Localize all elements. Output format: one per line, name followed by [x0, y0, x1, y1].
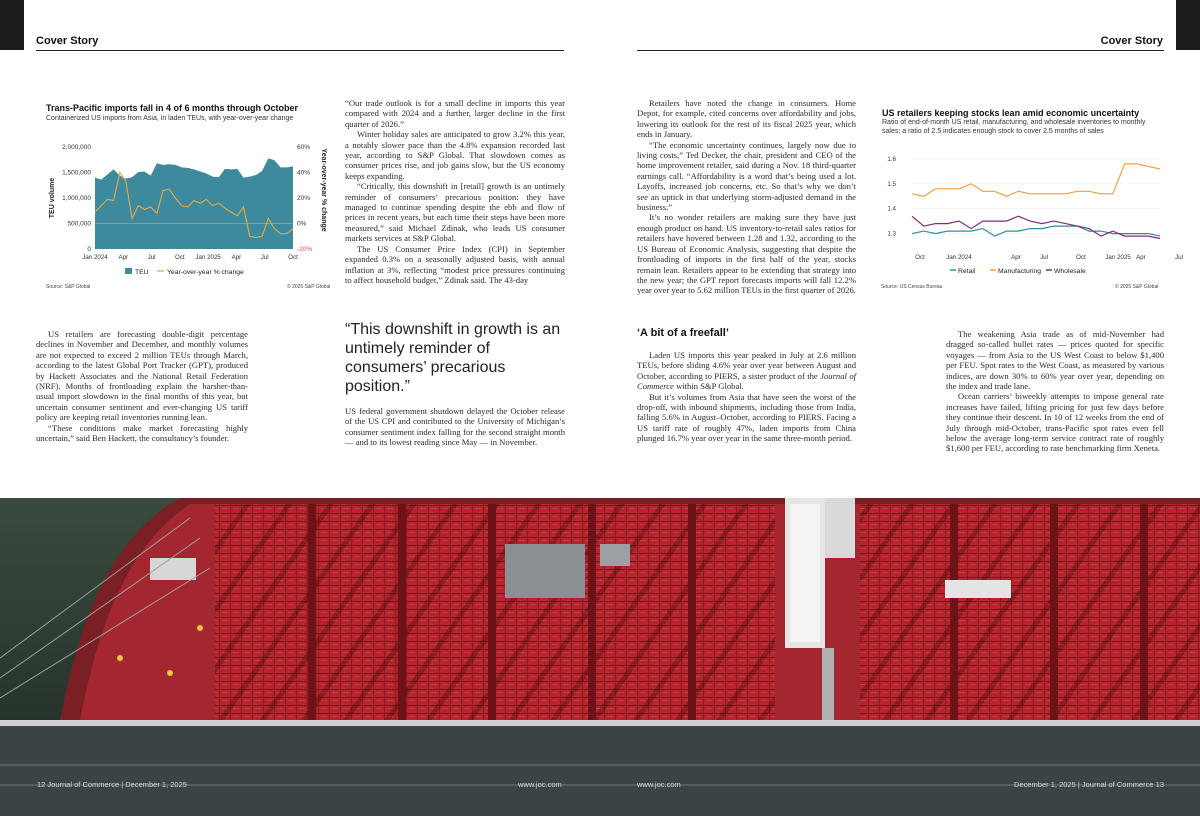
y2-tick-label: 60%	[297, 144, 311, 151]
paragraph: US retailers are forecasting double-digit percentage declines in November and December, and monthly volumes are not expected to exceed 2 million TEUs through March, according to the latest Global Port Tracker (GPT), produced by Hackett Associates and the National Retail Federation (NRF). Months of frontloading explain the harsher-than-usual import slowdown in the final months of this year, but uncertain consumer sentiment and ever-changing US tariff policy are keeping retail inventories running lean.	[36, 329, 248, 423]
y2-tick-label: 40%	[297, 169, 311, 177]
y-axis-title: TEU volume	[49, 177, 56, 219]
chart2-title: US retailers keeping stocks lean amid economic uncertainty	[882, 108, 1140, 118]
header-rule-left	[36, 50, 564, 51]
legend-teu-swatch	[125, 268, 132, 274]
paragraph: Retailers have noted the change in consumers. Home Depot, for example, cited concerns over affordability and jobs, lowering its outlook for the rest of its fiscal 2025 year, which ends in January.	[637, 98, 856, 140]
x-tick-label: Apr	[118, 254, 129, 261]
paragraph-text: within S&P Global.	[676, 381, 744, 392]
y2-tick-label: 0%	[297, 220, 307, 228]
chart1-copyright: © 2025 S&P Global	[287, 284, 331, 290]
footer-url-right[interactable]: www.joc.com	[637, 780, 681, 789]
y-tick-label: 1.3	[887, 230, 896, 238]
article-column-3-bottom	[637, 350, 856, 444]
y2-axis-title: Year-over-year % change	[320, 148, 327, 232]
y-tick-label: 1.4	[887, 205, 896, 213]
paragraph	[637, 350, 856, 392]
legend-label-retail: Retail	[958, 268, 976, 275]
footer-url-left[interactable]: www.joc.com	[518, 780, 562, 789]
x-tick-label: Apr	[231, 254, 242, 261]
x-tick-label: Apr	[1011, 254, 1021, 261]
article-column-1	[36, 329, 248, 443]
paragraph: “These conditions make market forecasting highly uncertain,” said Ben Hackett, the consultancy’s founder.	[36, 422, 248, 444]
x-tick-label: Oct	[175, 254, 185, 261]
article-column-2-bottom	[345, 406, 565, 448]
teu-area-series	[95, 158, 293, 249]
series-line-wholesale	[912, 216, 1160, 238]
y-tick-label: 500,000	[67, 220, 91, 228]
y-tick-label: 1.5	[887, 180, 896, 188]
y-tick-label: 1.6	[887, 155, 896, 163]
x-tick-label: Jul	[1175, 254, 1183, 261]
paragraph: Ocean carriers’ biweekly attempts to impose general rate increases have failed, lifting pricing for just few days before they continue their descent. In 10 of 12 weeks from the end of July through mid-October, trans-Pacific spot rates even fell below the average long-term service contract rate of roughly $1,600 per FEU, according to rate benchmarking firm Xeneta.	[946, 391, 1164, 454]
x-tick-label: Jul	[1040, 254, 1048, 261]
footer-left: 12 Journal of Commerce | December 1, 2025	[37, 780, 187, 789]
series-line-manufacturing	[912, 164, 1160, 196]
chart1-subtitle: Containerized US imports from Asia, in laden TEUs, with year-over-year change	[46, 115, 294, 122]
pull-quote: “This downshift in growth is an untimely reminder of consumers’ precarious position.”	[345, 321, 561, 395]
chart2-figure	[876, 146, 1183, 282]
publication-name: Journal of Commerce	[637, 370, 856, 392]
section-subhead: ‘A bit of a freefall’	[637, 327, 729, 339]
paragraph: “The economic uncertainty continues, largely now due to living costs,” Ted Decker, the chair, president and CEO of the home improvement retailer, said during a Nov. 18 third-quarter earnings call. “Affordability is a word that’s being used a lot. Layoffs, increased job concerns, etc. So that’s why we don’t see an uptick in that underlying storm-adjusted demand in the business.”	[637, 139, 856, 213]
y2-tick-label: 20%	[297, 195, 311, 202]
y-tick-label: 1,000,000	[62, 195, 91, 202]
x-tick-label: Jan 2024	[82, 254, 108, 261]
paragraph: “Critically, this downshift in [retail] growth is an untimely reminder of consumers’ precarious position: they have managed to continue spending despite the ebb and flow of prices in recent years, but each time their steps have been more measured,” said Michael Zdinak, who leads US consumer markets services at S&P Global.	[345, 181, 565, 244]
paragraph: The US Consumer Price Index (CPI) in September expanded 0.3% on a seasonally adjusted basis, with annual inflation at 3%, reflecting “modest price pressures continuing to affect household budget,” Zdinak said. The 43-day	[345, 243, 565, 285]
header-rule-right	[637, 50, 1164, 51]
paragraph: But it’s volumes from Asia that have seen the worst of the drop-off, with inbound shipments, including those from India, falling 5.6% in August–October, according to PIERS. Facing a US tariff rate of roughly 47%, laden imports from China plunged 16.7% year over year in the same three-month period.	[637, 391, 856, 444]
legend-label-manufacturing: Manufacturing	[998, 268, 1042, 275]
series-line-retail	[912, 226, 1160, 236]
paragraph: US federal government shutdown delayed the October release of the US CPI and contributed to the University of Michigan’s consumer sentiment index falling for the second straight month — and to its lowest reading since May — in November.	[345, 406, 565, 448]
chart2-source: Source: US Census Bureau	[881, 284, 943, 290]
x-tick-label: Jan 2024	[946, 254, 972, 261]
article-column-3-top	[637, 98, 856, 296]
paragraph: Winter holiday sales are anticipated to grow 3.2% this year, a notably slower pace than the 4.8% expansion recorded last year, according to S&P Global. That slowdown comes as consumer prices rise, and job gains slow, but the US economy keeps expanding.	[345, 129, 565, 181]
legend-teu-label: TEU	[135, 269, 149, 276]
page-corner-left	[0, 0, 24, 50]
x-tick-label: Apr	[1136, 254, 1146, 261]
x-tick-label: Jan 2025	[1105, 254, 1131, 261]
y-tick-label: 1,500,000	[62, 169, 91, 177]
y-tick-label: 2,000,000	[62, 144, 91, 151]
x-tick-label: Jan 2025	[195, 254, 221, 261]
paragraph-text: Laden US imports this year peaked in July at 2.6 million TEUs, before sliding 4.6% year over year between August and October, according to PIERS, a sister product of the	[637, 350, 856, 381]
footer-right: December 1, 2025 | Journal of Commerce 13	[1014, 780, 1164, 789]
container-ship-illustration	[0, 498, 1200, 816]
y2-tick-label: -20%	[297, 246, 313, 253]
article-column-2-top	[345, 98, 565, 285]
chart2-subtitle-line1: Ratio of end-of-month US retail, manufacturing, and wholesale inventories to monthly	[882, 119, 1146, 126]
x-tick-label: Oct	[1076, 254, 1086, 261]
article-column-4	[946, 329, 1164, 454]
paragraph: It’s no wonder retailers are making sure they have just enough product on hand. US inventory-to-retail sales ratios for retailers have hovered between 1.28 and 1.32, according to the US Bureau of Economic Analysis, suggesting that despite the frontloading of imports in the first half of the year, stocks remain lean. Retailers appear to be extending that strategy into the new year; the GPT report forecasts imports will fall 12.2% year over year to 5.62 million TEUs in the first quarter of 2026.	[637, 212, 856, 296]
section-label-right: Cover Story	[1100, 35, 1163, 47]
section-label-left: Cover Story	[36, 35, 99, 47]
chart1-figure	[40, 128, 340, 286]
x-tick-label: Jul	[260, 254, 269, 261]
chart2-subtitle-line2: sales; a ratio of 2.5 indicates enough stock to cover 2.5 months of sales	[882, 128, 1104, 135]
paragraph: “Our trade outlook is for a small decline in imports this year compared with 2024 and a further, larger decline in the first quarter of 2026.”	[345, 98, 565, 129]
legend-label-wholesale: Wholesale	[1054, 268, 1086, 275]
paragraph: The weakening Asia trade as of mid-November had dragged so-called bullet rates — prices quoted for specific voyages — from Asia to the US West Coast to below $1,400 per FEU. Spot rates to the West Coast, as measured by various indices, are down 30% to 60% year over year, depending on the index and trade lane.	[946, 329, 1164, 392]
y-tick-label: 0	[87, 246, 91, 253]
x-tick-label: Jul	[147, 254, 156, 261]
legend-yoy-label: Year-over-year % change	[167, 269, 244, 276]
page-corner-right	[1176, 0, 1200, 50]
container-ship-photo	[0, 498, 1200, 816]
chart1-title: Trans-Pacific imports fall in 4 of 6 months through October	[46, 103, 299, 113]
x-tick-label: Oct	[288, 254, 298, 261]
chart2-copyright: © 2025 S&P Global	[1115, 284, 1159, 290]
x-tick-label: Oct	[915, 254, 925, 261]
chart1-source: Source: S&P Global	[46, 284, 91, 290]
